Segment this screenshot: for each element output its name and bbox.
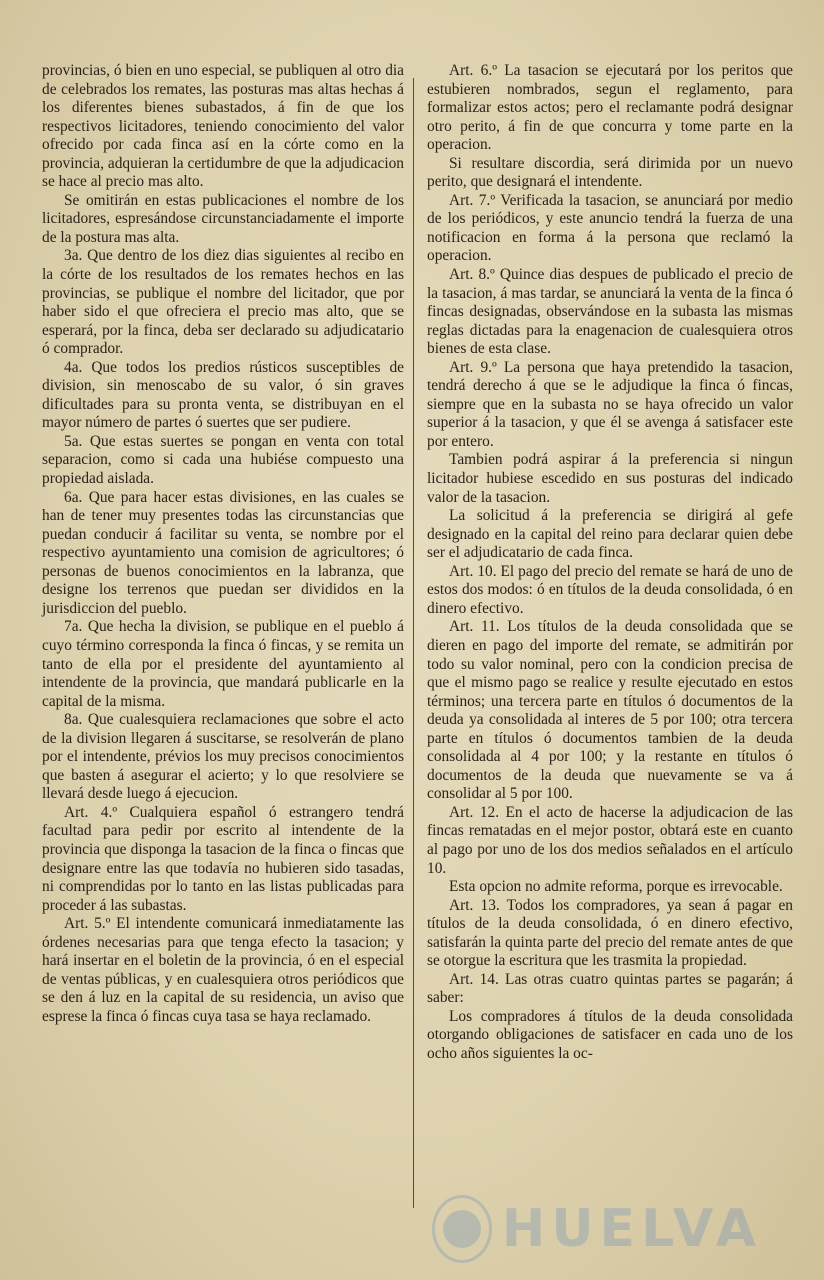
watermark-text: HUELVA bbox=[501, 1199, 762, 1259]
left-paragraph-1: provincias, ó bien en uno especial, se publiquen al otro dia de celebrados los remates, las posturas mas altas hechas á los diferentes bienes subastados, á fin de que los respectivos licitadores, teniendo conocimiento del valor ofrecido por cada finca así en la córte como en la provincia, adquieran la certidumbre de que la adjudicacion se hace al precio mas alto. bbox=[42, 62, 404, 191]
shield-emblem-icon bbox=[432, 1195, 492, 1263]
right-paragraph-8: Art. 10. El pago del precio del remate se hará de uno de estos dos modos: ó en títulos de la deuda consolidada, ó en dinero efectivo. bbox=[427, 562, 793, 617]
right-paragraph-3: Art. 7.º Verificada la tasacion, se anunciará por medio de los periódicos, y este anuncio tendrá la fuerza de una notificacion en forma á la persona que reclamó la operacion. bbox=[427, 191, 793, 265]
right-paragraph-12: Art. 13. Todos los compradores, ya sean á pagar en títulos de la deuda consolidada, ó en dinero efectivo, satisfarán la quinta parte del precio del remate antes de que se otorgue la escritura que les trasmita la propiedad. bbox=[427, 896, 793, 970]
right-paragraph-7: La solicitud á la preferencia se dirigirá al gefe designado en la capital del reino para declarar quien debe ser el adjudicatario de cada finca. bbox=[427, 507, 793, 562]
left-paragraph-10: Art. 5.º El intendente comunicará inmediatamente las órdenes necesarias para que tenga efecto la tasacion; y hará insertar en el boletin de la provincia, ó en el especial de ventas públicas, y en cualesquiera otros periódicos que se den á luz en la capital de su residencia, un aviso que esprese la finca ó fincas cuya tasa se haya reclamado. bbox=[42, 915, 404, 1025]
left-column bbox=[42, 62, 404, 1026]
right-paragraph-10: Art. 12. En el acto de hacerse la adjudicacion de las fincas rematadas en el mejor postor, obtará este en cuanto al pago por uno de los dos medios señalados en el artículo 10. bbox=[427, 803, 793, 877]
right-paragraph-11: Esta opcion no admite reforma, porque es irrevocable. bbox=[449, 878, 783, 896]
left-paragraph-9: Art. 4.º Cualquiera español ó estrangero tendrá facultad para pedir por escrito al intendente de la provincia que disponga la tasacion de la finca o fincas que designare entre las que todavía no hubieren sido tasadas, ni comprendidas por lo tanto en las listas publicadas para proceder á las subastas. bbox=[42, 803, 404, 914]
right-paragraph-4: Art. 8.º Quince dias despues de publicado el precio de la tasacion, á mas tardar, se anunciará la venta de la finca ó fincas designadas, observándose en la subasta las mismas reglas dictadas para la enagenacion de cualesquiera otros bienes de esta clase. bbox=[427, 266, 793, 358]
left-paragraph-7: 7a. Que hecha la division, se publique en el pueblo á cuyo término corresponda la finca ó fincas, y se remita un tanto de ella por el presidente del ayuntamiento al intendente de la provincia, que mandará publicarle en la capital de la misma. bbox=[42, 618, 404, 710]
right-paragraph-6: Tambien podrá aspirar á la preferencia si ningun licitador hubiese escedido en sus posturas del indicado valor de la tasacion. bbox=[427, 451, 793, 506]
left-paragraph-6: 6a. Que para hacer estas divisiones, en las cuales se han de tener muy presentes todas las circunstancias que puedan conducir á facilitar su venta, se nombre por el respectivo ayuntamiento una comision de agricultores; ó personas de buenos conocimientos en la labranza, que designe los terrenos que puedan ser divididos en la jurisdiccion del pueblo. bbox=[42, 488, 404, 617]
left-paragraph-4: 4a. Que todos los predios rústicos susceptibles de division, sin menoscabo de su valor, ó sin graves dificultades para su pronta venta, se distribuyan en el mayor número de partes ó suertes que ser pudiere. bbox=[42, 358, 404, 432]
left-paragraph-5: 5a. Que estas suertes se pongan en venta con total separacion, como si cada una hubiése compuesto una propiedad aislada. bbox=[42, 432, 404, 488]
right-paragraph-2: Si resultare discordia, será dirimida por un nuevo perito, que designará el intendente. bbox=[427, 154, 793, 191]
right-paragraph-13: Art. 14. Las otras cuatro quintas partes se pagarán; á saber: bbox=[427, 970, 793, 1007]
left-paragraph-3: 3a. Que dentro de los diez dias siguientes al recibo en la córte de los resultados de los remates hechos en las provincias, se publique el nombre del licitador, que por haber sido el que ofreciera el precio mas alto, que se esperará, por la finca, deba ser declarado su adjudicatario ó comprador. bbox=[42, 247, 404, 358]
right-paragraph-1: Art. 6.º La tasacion se ejecutará por los peritos que estubieren nombrados, segun el reglamento, para formalizar estos actos; pero el reclamante podrá designar otro perito, á fin de que concurra y tome parte en la operacion. bbox=[427, 62, 793, 154]
right-paragraph-9: Art. 11. Los títulos de la deuda consolidada que se dieren en pago del importe del remate, se admitirán por todo su valor nominal, pero con la condicion precisa de que el mismo pago se realice y resulte ejecutado en estos términos; una tercera parte en títulos ó documentos de la deuda ya consolidada al interes de 5 por 100; otra tercera parte en títulos ó documentos tambien de la deuda consolidada al 4 por 100; y la restante en títulos ó documentos de la deuda que nuevamente se va á consolidar al 5 por 100. bbox=[427, 618, 793, 803]
right-column bbox=[427, 62, 793, 1064]
huelva-watermark bbox=[432, 1196, 762, 1262]
right-paragraph-14: Los compradores á títulos de la deuda consolidada otorgando obligaciones de satisfacer en cada uno de los ocho años siguientes la oc- bbox=[427, 1007, 793, 1062]
left-paragraph-2: Se omitirán en estas publicaciones el nombre de los licitadores, espresándose circunstanciadamente el importe de la postura mas alta. bbox=[42, 191, 404, 246]
left-paragraph-8: 8a. Que cualesquiera reclamaciones que sobre el acto de la division llegaren á suscitarse, se resolverán de plano por el intendente, prévios los muy precisos conocimientos que basten á asegurar el acierto; y lo que resolviere se llevará desde luego á ejecucion. bbox=[42, 711, 404, 803]
right-paragraph-5: Art. 9.º La persona que haya pretendido la tasacion, tendrá derecho á que se le adjudique la finca ó fincas, siempre que en la subasta no se haya ofrecido un valor superior á la tasacion, y que él se avenga á satisfacer este por entero. bbox=[427, 358, 793, 450]
column-divider bbox=[413, 78, 414, 1208]
